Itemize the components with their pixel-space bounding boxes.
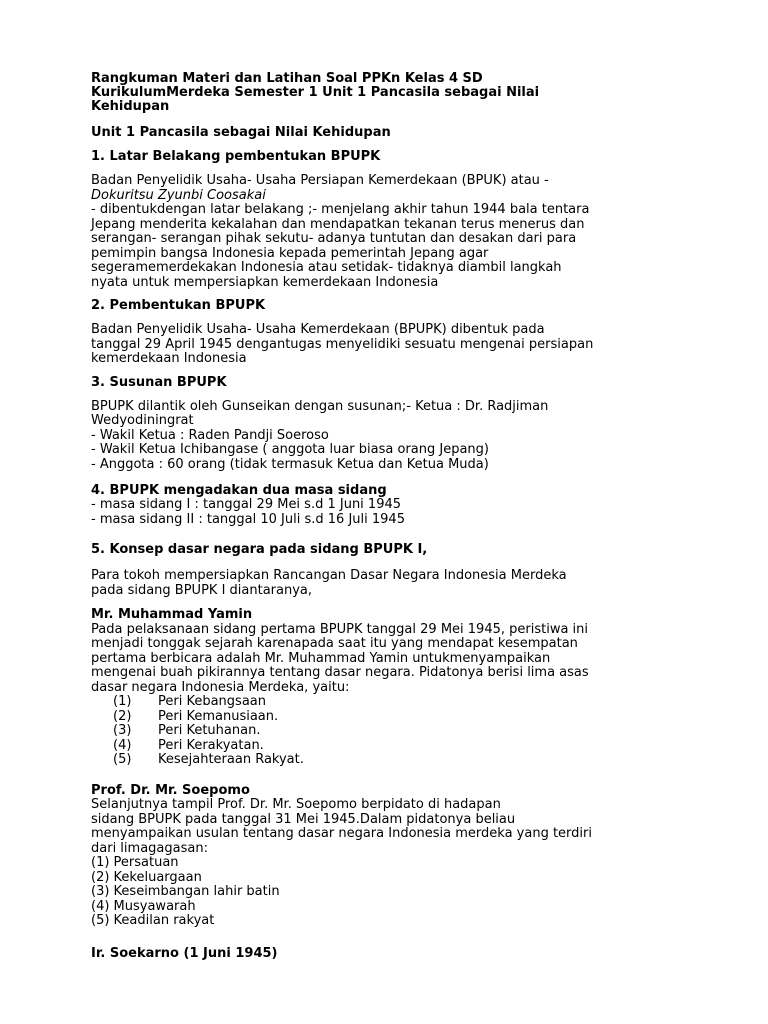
- body-line: nyata untuk mempersiapkan kemerdekaan Indonesia: [91, 274, 439, 290]
- body-line: dasar negara Indonesia Merdeka, yaitu:: [91, 679, 350, 695]
- section-4-body: [91, 498, 708, 527]
- list-number: (5): [113, 752, 132, 767]
- body-line: dari limagagasan:: [91, 840, 208, 856]
- list-item: [91, 710, 708, 725]
- soepomo-list: [91, 856, 708, 929]
- body-line: BPUPK dilantik oleh Gunseikan dengan susunan;- Ketua : Dr. Radjiman: [91, 398, 549, 414]
- section-4-heading: 4. BPUPK mengadakan dua masa sidang: [91, 483, 387, 498]
- body-line-italic: Dokuritsu Zyunbi Coosakai: [91, 187, 266, 203]
- body-line: Badan Penyelidik Usaha- Usaha Kemerdekaan (BPUPK) dibentuk pada: [91, 322, 545, 337]
- section-2-heading: 2. Pembentukan BPUPK: [91, 298, 266, 313]
- body-line: Pada pelaksanaan sidang pertama BPUPK tanggal 29 Mei 1945, peristiwa ini: [91, 621, 589, 637]
- section-3-body: [91, 400, 708, 473]
- title-line-1: Rangkuman Materi dan Latihan Soal PPKn Kelas 4 SD: [91, 71, 483, 86]
- body-line: mengenai buah pikirannya tentang dasar negara. Pidatonya berisi lima asas: [91, 665, 589, 680]
- document-title: [91, 72, 708, 114]
- list-text: Kesejahteraan Rakyat.: [158, 752, 304, 767]
- unit-heading: Unit 1 Pancasila sebagai Nilai Kehidupan: [91, 125, 391, 140]
- list-text: Peri Ketuhanan.: [158, 723, 261, 738]
- body-line: menyampaikan usulan tentang dasar negara Indonesia merdeka yang terdiri: [91, 826, 592, 841]
- section-5-intro: [91, 569, 708, 598]
- yamin-body: [91, 623, 708, 696]
- list-item: [91, 739, 708, 754]
- list-text: Peri Kebangsaan: [158, 694, 266, 709]
- body-line: - Anggota : 60 orang (tidak termasuk Ketua dan Ketua Muda): [91, 456, 489, 472]
- yamin-list: [91, 695, 708, 768]
- list-number: (2): [113, 708, 132, 724]
- list-item: (5) Keadilan rakyat: [91, 913, 215, 928]
- body-line: kemerdekaan Indonesia: [91, 351, 247, 366]
- body-line: sidang BPUPK pada tanggal 31 Mei 1945.Dalam pidatonya beliau: [91, 811, 516, 827]
- title-line-3: Kehidupan: [91, 99, 170, 114]
- body-line: menjadi tonggak sejarah karenapada saat itu yang mendapat kesempatan: [91, 636, 578, 651]
- body-line: - masa sidang I : tanggal 29 Mei s.d 1 Juni 1945: [91, 497, 402, 512]
- list-item: (4) Musyawarah: [91, 898, 196, 914]
- list-item: [91, 695, 708, 710]
- body-line: Para tokoh mempersiapkan Rancangan Dasar Negara Indonesia Merdeka: [91, 568, 567, 583]
- body-line: serangan- serangan pihak sekutu- adanya tuntutan dan desakan dari para: [91, 231, 577, 246]
- section-2-body: [91, 323, 708, 367]
- section-5-heading: 5. Konsep dasar negara pada sidang BPUPK I,: [91, 542, 428, 557]
- body-line: - Wakil Ketua Ichibangase ( anggota luar biasa orang Jepang): [91, 442, 489, 457]
- body-line: - dibentukdengan latar belakang ;- menjelang akhir tahun 1944 bala tentara: [91, 202, 590, 217]
- body-line: Wedyodiningrat: [91, 413, 194, 428]
- body-line: segeramemerdekakan Indonesia atau setidak- tidaknya diambil langkah: [91, 260, 562, 275]
- list-item: (1) Persatuan: [91, 855, 179, 870]
- soekarno-name: Ir. Soekarno (1 Juni 1945): [91, 945, 278, 961]
- body-line: Badan Penyelidik Usaha- Usaha Persiapan Kemerdekaan (BPUK) atau -: [91, 173, 549, 188]
- list-item: (2) Kekeluargaan: [91, 869, 202, 885]
- list-text: Peri Kerakyatan.: [158, 737, 264, 753]
- list-number: (3): [113, 723, 132, 738]
- list-item: [91, 753, 708, 768]
- body-line: Jepang menderita kekalahan dan mendapatkan tekanan terus menerus dan: [91, 216, 585, 232]
- section-3-heading: 3. Susunan BPUPK: [91, 374, 227, 390]
- list-text: Peri Kemanusiaan.: [158, 708, 279, 724]
- list-number: (4): [113, 737, 132, 753]
- soepomo-name: Prof. Dr. Mr. Soepomo: [91, 782, 250, 798]
- section-1-heading: 1. Latar Belakang pembentukan BPUPK: [91, 149, 381, 164]
- section-1-body: [91, 174, 708, 290]
- body-line: tanggal 29 April 1945 dengantugas menyelidiki sesuatu mengenai persiapan: [91, 336, 594, 352]
- list-number: (1): [113, 694, 132, 709]
- soepomo-body: [91, 798, 708, 856]
- yamin-name: Mr. Muhammad Yamin: [91, 607, 253, 622]
- body-line: Selanjutnya tampil Prof. Dr. Mr. Soepomo berpidato di hadapan: [91, 797, 501, 812]
- body-line: - Wakil Ketua : Raden Pandji Soeroso: [91, 427, 329, 443]
- body-line: - masa sidang II : tanggal 10 Juli s.d 16 Juli 1945: [91, 511, 405, 527]
- body-line: pertama berbicara adalah Mr. Muhammad Yamin untukmenyampaikan: [91, 650, 551, 666]
- title-line-2: KurikulumMerdeka Semester 1 Unit 1 Pancasila sebagai Nilai: [91, 85, 540, 100]
- list-item: (3) Keseimbangan lahir batin: [91, 884, 280, 899]
- body-line: pada sidang BPUPK I diantaranya,: [91, 582, 313, 598]
- list-item: [91, 724, 708, 739]
- body-line: pemimpin bangsa Indonesia kepada pemerintah Jepang agar: [91, 245, 489, 261]
